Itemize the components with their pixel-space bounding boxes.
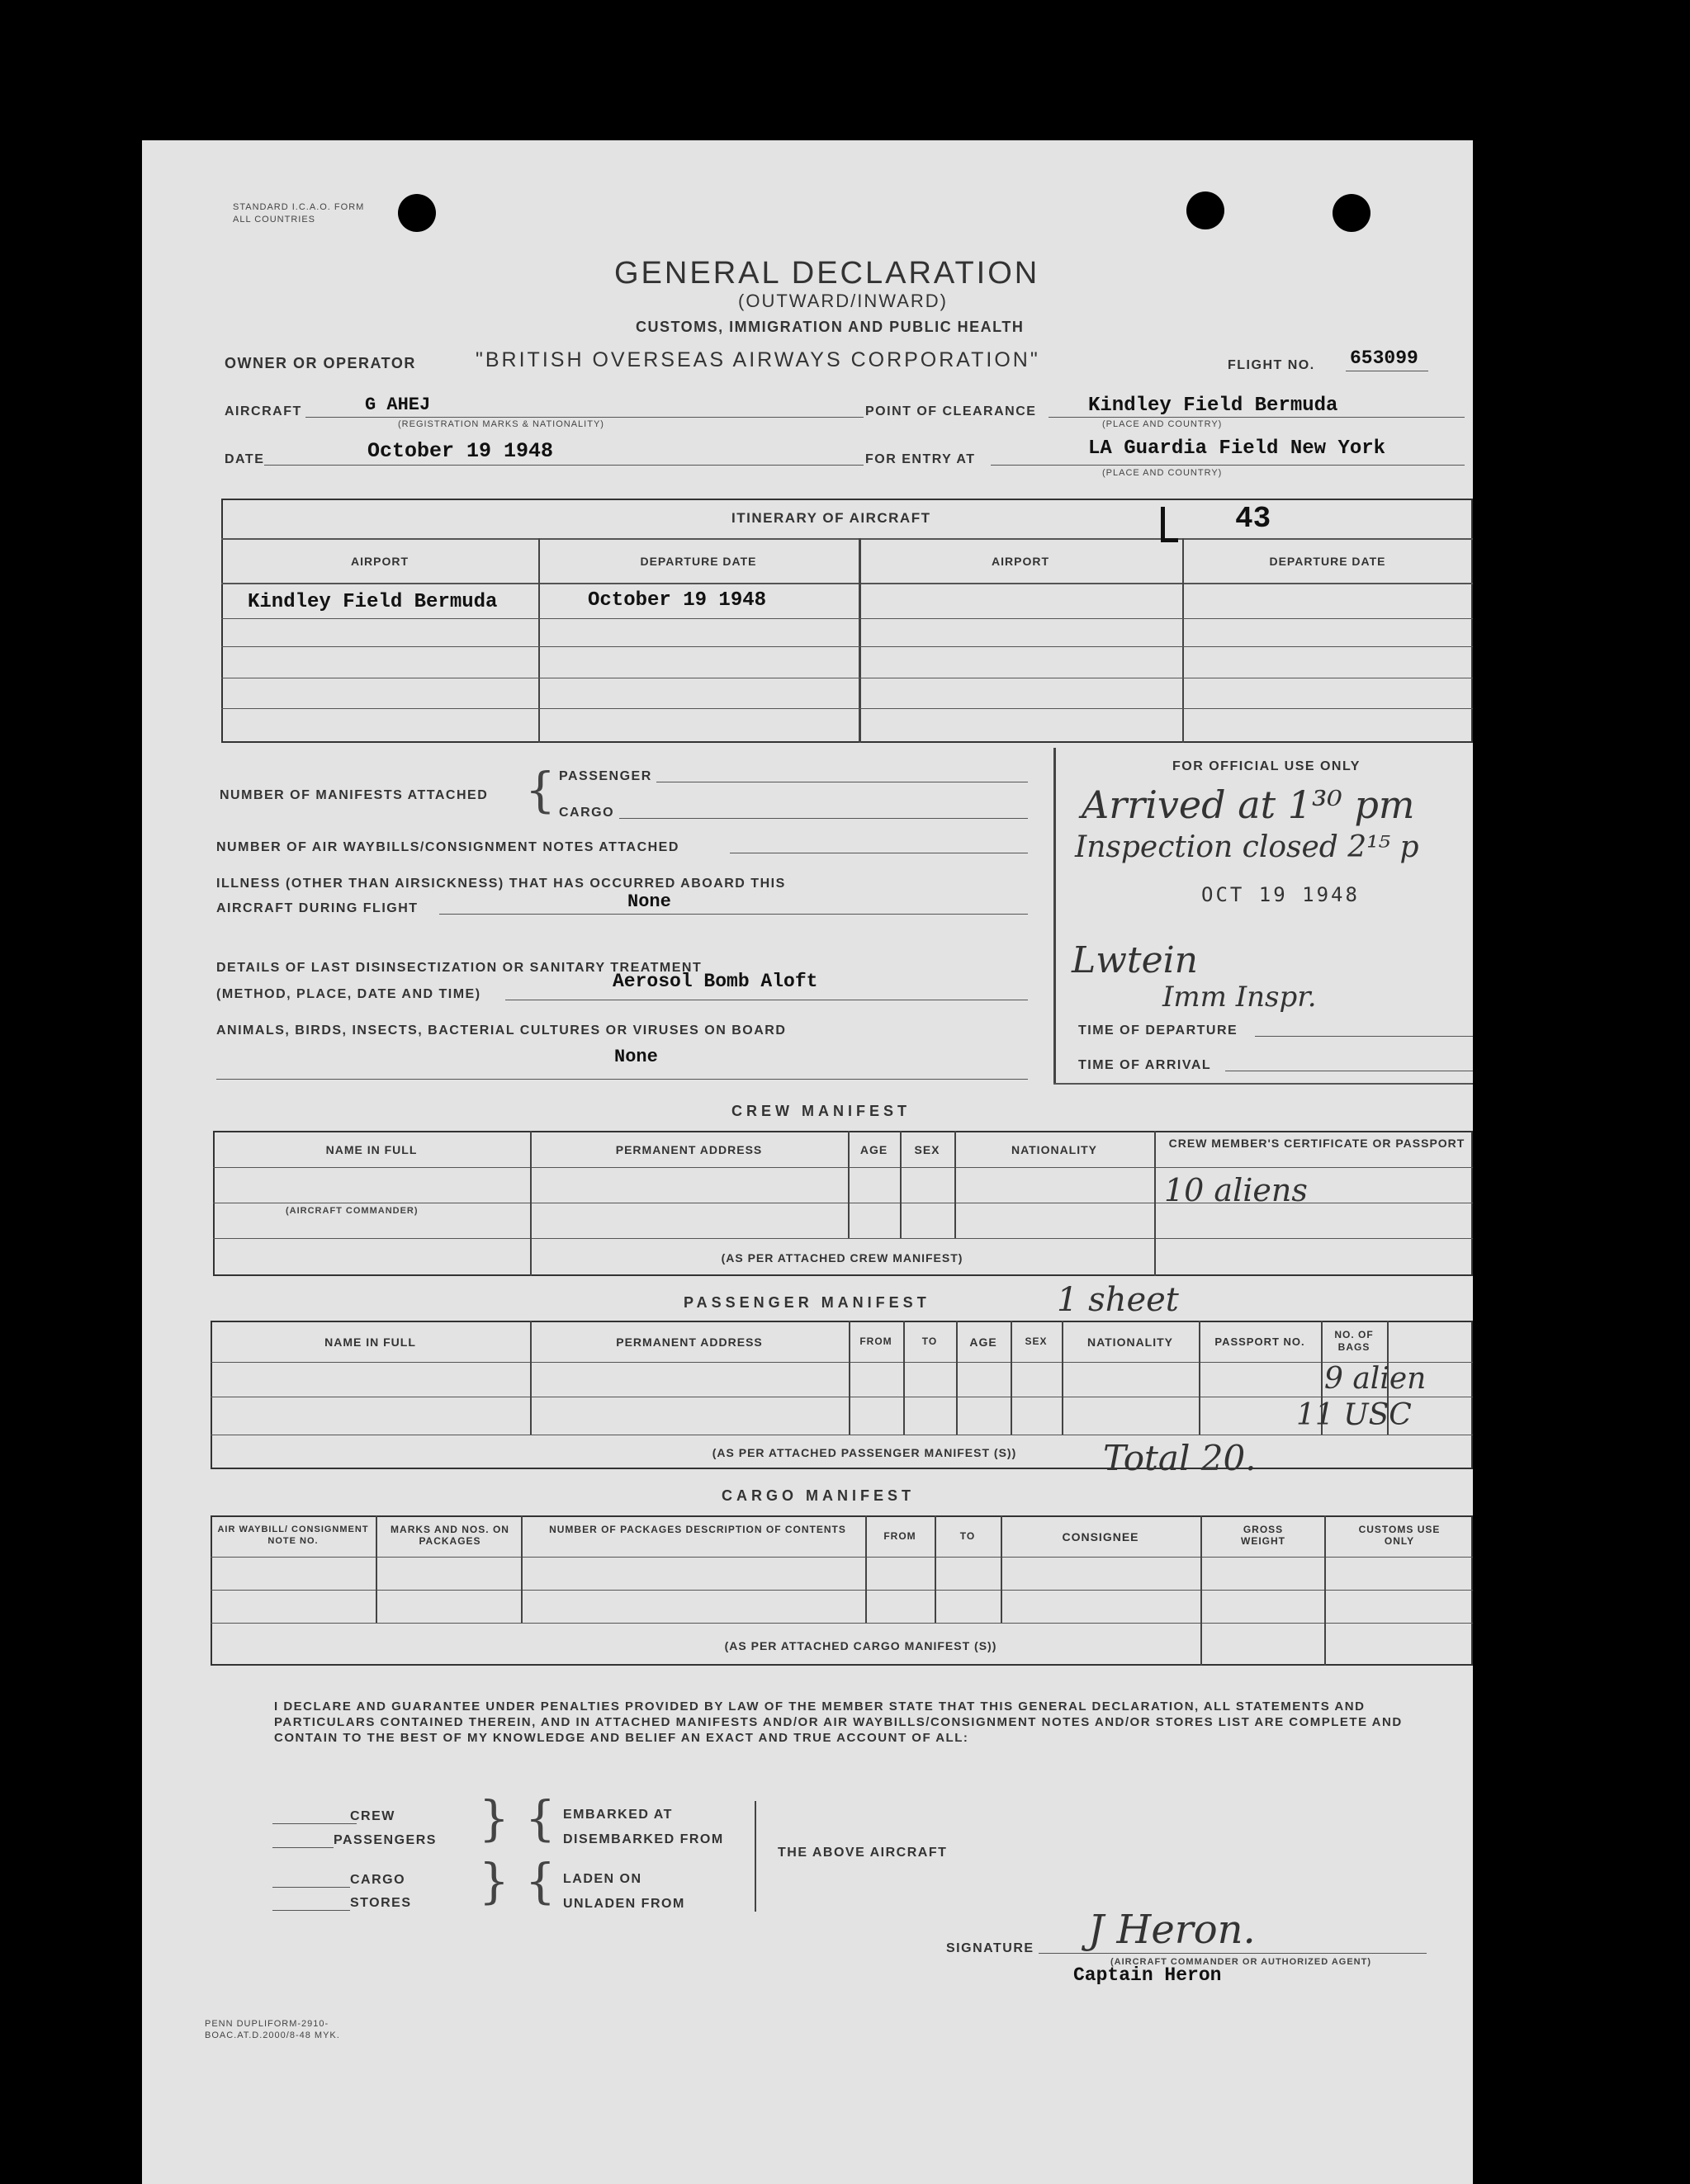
- passengers-count-line: [272, 1847, 334, 1848]
- declaration-brace-4: {: [525, 1853, 556, 1909]
- declaration-laden: LADEN ON: [563, 1872, 642, 1886]
- punch-hole-right: [1333, 194, 1370, 232]
- date-label: DATE: [225, 452, 265, 466]
- stores-count-line: [272, 1910, 350, 1911]
- waybills-label: NUMBER OF AIR WAYBILLS/CONSIGNMENT NOTES ATTACHED: [216, 840, 679, 854]
- clearance-sublabel: (PLACE AND COUNTRY): [1102, 419, 1223, 429]
- passenger-header-bags: NO. OF BAGS: [1334, 1329, 1374, 1353]
- passenger-title: PASSENGER MANIFEST: [684, 1294, 930, 1311]
- clearance-line: [1049, 417, 1465, 418]
- cargo-header-packages: NUMBER OF PACKAGES DESCRIPTION OF CONTENTS: [549, 1524, 846, 1535]
- declaration-cargo: CARGO: [350, 1873, 406, 1887]
- itinerary-header-date-2: DEPARTURE DATE: [1269, 555, 1386, 568]
- illness-label-1: ILLNESS (OTHER THAN AIRSICKNESS) THAT HAS OCCURRED ABOARD THIS: [216, 877, 786, 891]
- form-subtitle: (OUTWARD/INWARD): [738, 291, 948, 311]
- aircraft-line: [305, 417, 864, 418]
- aircraft-value: G AHEJ: [365, 395, 431, 415]
- clearance-value: Kindley Field Bermuda: [1088, 395, 1338, 417]
- passenger-header-to: TO: [921, 1335, 938, 1347]
- cargo-header-from: FROM: [883, 1530, 916, 1542]
- itinerary-row1-date: October 19 1948: [588, 589, 767, 612]
- crew-header-address: PERMANENT ADDRESS: [615, 1143, 763, 1156]
- passenger-hand-aliens: 9 alien: [1324, 1362, 1427, 1396]
- official-stamp-date: OCT 19 1948: [1201, 883, 1360, 906]
- declaration-brace-2: {: [525, 1790, 556, 1846]
- passenger-header-address: PERMANENT ADDRESS: [616, 1335, 763, 1349]
- cargo-rule: [211, 1623, 1473, 1624]
- crew-count-line: [272, 1823, 357, 1824]
- cargo-rule: [211, 1590, 1473, 1591]
- passenger-header-sex: SEX: [1025, 1335, 1048, 1347]
- illness-label-2: AIRCRAFT DURING FLIGHT: [216, 901, 419, 915]
- passenger-header-name: NAME IN FULL: [324, 1335, 416, 1349]
- crew-header-certificate: CREW MEMBER'S CERTIFICATE OR PASSPORT: [1168, 1137, 1465, 1150]
- official-arrived: Arrived at 1³⁰ pm: [1082, 782, 1415, 827]
- passenger-hand-title: 1 sheet: [1057, 1281, 1179, 1319]
- crew-header-nationality: NATIONALITY: [1011, 1143, 1098, 1156]
- passenger-rule: [211, 1362, 1473, 1363]
- crew-rule: [213, 1238, 1473, 1239]
- departure-line: [1255, 1036, 1473, 1037]
- manifests-label: NUMBER OF MANIFESTS ATTACHED: [220, 788, 489, 802]
- itinerary-col: [859, 538, 861, 743]
- entry-line: [991, 465, 1465, 466]
- passenger-header-from: FROM: [859, 1335, 892, 1347]
- itinerary-header-airport: AIRPORT: [351, 555, 409, 568]
- declaration-text: I DECLARE AND GUARANTEE UNDER PENALTIES PROVIDED BY LAW OF THE MEMBER STATE THAT THIS GENERAL DECLARATION, ALL STATEMENTS AND PARTICULARS CONTAINED THEREIN, AND IN ATTACHED MANIFESTS AND/OR AIR WAYBILLS/CONSIGNMENT NOTES AND/OR STORES LIST ARE COMPLETE AND CONTAIN TO THE BEST OF MY KNOWLEDGE AND BELIEF AN EXACT AND TRUE ACCOUNT OF ALL:: [274, 1699, 1403, 1745]
- aircraft-label: AIRCRAFT: [225, 404, 302, 418]
- signature-hand: J Heron.: [1088, 1907, 1256, 1953]
- declaration-stores: STORES: [350, 1896, 412, 1910]
- cargo-rule: [211, 1557, 1473, 1558]
- passenger-header-nationality: NATIONALITY: [1086, 1335, 1174, 1349]
- declaration-embarked: EMBARKED AT: [563, 1808, 673, 1822]
- date-line: [264, 465, 864, 466]
- declaration-above: THE ABOVE AIRCRAFT: [778, 1846, 948, 1860]
- official-bottom: [1053, 1083, 1473, 1085]
- entry-sublabel: (PLACE AND COUNTRY): [1102, 468, 1223, 478]
- flight-value: 653099: [1350, 347, 1418, 369]
- itinerary-box: [221, 499, 1473, 743]
- cargo-header-customs: CUSTOMS USE ONLY: [1358, 1524, 1441, 1547]
- cargo-header-consignee: CONSIGNEE: [1062, 1530, 1139, 1543]
- itinerary-rule: [221, 538, 1473, 540]
- corner-note-2: ALL COUNTRIES: [233, 215, 316, 225]
- owner-value: "BRITISH OVERSEAS AIRWAYS CORPORATION": [476, 348, 1040, 371]
- aircraft-sublabel: (REGISTRATION MARKS & NATIONALITY): [398, 419, 604, 429]
- cargo-col: [1324, 1515, 1326, 1666]
- itinerary-col: [538, 538, 540, 743]
- passenger-header-passport: PASSPORT NO.: [1214, 1335, 1305, 1348]
- crew-header-sex: SEX: [914, 1143, 940, 1156]
- signature-sublabel: (AIRCRAFT COMMANDER OR AUTHORIZED AGENT): [1110, 1957, 1371, 1967]
- footer-line-2: BOAC.AT.D.2000/8-48 MYK.: [205, 2030, 340, 2040]
- declaration-disembarked: DISEMBARKED FROM: [563, 1832, 724, 1846]
- passenger-note: (AS PER ATTACHED PASSENGER MANIFEST (S)): [712, 1446, 1017, 1459]
- flight-label: FLIGHT NO.: [1228, 358, 1315, 372]
- official-inspection: Inspection closed 2¹⁵ p: [1075, 830, 1419, 864]
- animals-line: [216, 1079, 1028, 1080]
- itinerary-stamp: 43: [1235, 502, 1271, 536]
- cargo-header-to: TO: [959, 1530, 976, 1542]
- entry-label: FOR ENTRY AT: [865, 452, 976, 466]
- signature-line: [1039, 1953, 1427, 1954]
- animals-value: None: [614, 1047, 658, 1067]
- itinerary-row1-airport: Kindley Field Bermuda: [248, 591, 498, 613]
- crew-rule: [213, 1167, 1473, 1168]
- form-title: GENERAL DECLARATION: [614, 256, 1040, 291]
- declaration-brace-1: {: [479, 1790, 509, 1846]
- illness-line: [439, 914, 1028, 915]
- entry-value: LA Guardia Field New York: [1088, 437, 1386, 460]
- itinerary-row-line: [221, 646, 1473, 647]
- footer-line-1: PENN DUPLIFORM-2910-: [205, 2019, 329, 2029]
- disinsect-value: Aerosol Bomb Aloft: [613, 971, 818, 992]
- manifest-cargo-line: [619, 818, 1028, 819]
- itinerary-header-date: DEPARTURE DATE: [640, 555, 757, 568]
- owner-label: OWNER OR OPERATOR: [225, 355, 416, 371]
- date-value: October 19 1948: [367, 439, 554, 463]
- corner-note-1: STANDARD I.C.A.O. FORM: [233, 202, 365, 212]
- illness-value: None: [627, 891, 671, 912]
- passenger-header-age: AGE: [969, 1335, 997, 1349]
- manifest-cargo-label: CARGO: [559, 806, 615, 820]
- disinsect-label-1: DETAILS OF LAST DISINSECTIZATION OR SANITARY TREATMENT: [216, 961, 703, 975]
- passenger-hand-total: Total 20.: [1103, 1438, 1257, 1478]
- itinerary-title: ITINERARY OF AIRCRAFT: [731, 510, 931, 526]
- punch-hole-mid: [1186, 191, 1224, 229]
- itinerary-stamp-mark: [1161, 507, 1178, 542]
- crew-header-name: NAME IN FULL: [325, 1143, 418, 1156]
- passenger-hand-usc: 11 USC: [1296, 1398, 1412, 1432]
- manifest-passenger-label: PASSENGER: [559, 769, 652, 783]
- itinerary-row-line: [221, 618, 1473, 619]
- clearance-label: POINT OF CLEARANCE: [865, 404, 1037, 418]
- crew-header-age: AGE: [859, 1143, 888, 1156]
- declaration-unladen: UNLADEN FROM: [563, 1897, 685, 1911]
- departure-label: TIME OF DEPARTURE: [1078, 1023, 1238, 1038]
- captain-name: Captain Heron: [1073, 1964, 1222, 1986]
- punch-hole-left: [398, 194, 436, 232]
- signature-label: SIGNATURE: [946, 1941, 1034, 1955]
- crew-note: (AS PER ATTACHED CREW MANIFEST): [721, 1251, 963, 1265]
- cargo-col: [521, 1515, 523, 1623]
- official-signature-title: Imm Inspr.: [1162, 981, 1317, 1014]
- crew-title: CREW MANIFEST: [731, 1103, 911, 1119]
- crew-col: [1154, 1131, 1156, 1276]
- cargo-header-waybill: AIR WAYBILL/ CONSIGNMENT NOTE NO.: [217, 1525, 369, 1546]
- official-divider: [1053, 748, 1056, 1083]
- form-subtitle-2: CUSTOMS, IMMIGRATION AND PUBLIC HEALTH: [636, 319, 1025, 335]
- cargo-count-line: [272, 1887, 350, 1888]
- official-signature: Lwtein: [1072, 939, 1199, 981]
- itinerary-rule: [221, 583, 1473, 584]
- disinsect-label-2: (METHOD, PLACE, DATE AND TIME): [216, 987, 481, 1001]
- official-title: FOR OFFICIAL USE ONLY: [1172, 759, 1361, 773]
- cargo-col: [1200, 1515, 1202, 1666]
- crew-hand-note: 10 aliens: [1164, 1172, 1308, 1208]
- declaration-crew: CREW: [350, 1809, 395, 1823]
- cargo-header-weight: GROSS WEIGHT: [1241, 1524, 1285, 1547]
- cargo-note: (AS PER ATTACHED CARGO MANIFEST (S)): [724, 1639, 997, 1652]
- cargo-col: [376, 1515, 377, 1623]
- manifests-brace: {: [525, 762, 556, 818]
- itinerary-row-line: [221, 708, 1473, 709]
- animals-label: ANIMALS, BIRDS, INSECTS, BACTERIAL CULTURES OR VIRUSES ON BOARD: [216, 1023, 787, 1038]
- crew-commander-label: (AIRCRAFT COMMANDER): [286, 1206, 419, 1216]
- itinerary-header-airport-2: AIRPORT: [992, 555, 1049, 568]
- declaration-bracket: [755, 1801, 756, 1912]
- itinerary-col: [1182, 538, 1184, 743]
- declaration-brace-3: {: [479, 1853, 509, 1909]
- cargo-header-marks: MARKS AND NOS. ON PACKAGES: [391, 1524, 509, 1547]
- declaration-passengers: PASSENGERS: [334, 1833, 437, 1847]
- cargo-title: CARGO MANIFEST: [722, 1487, 915, 1504]
- arrival-label: TIME OF ARRIVAL: [1078, 1058, 1212, 1072]
